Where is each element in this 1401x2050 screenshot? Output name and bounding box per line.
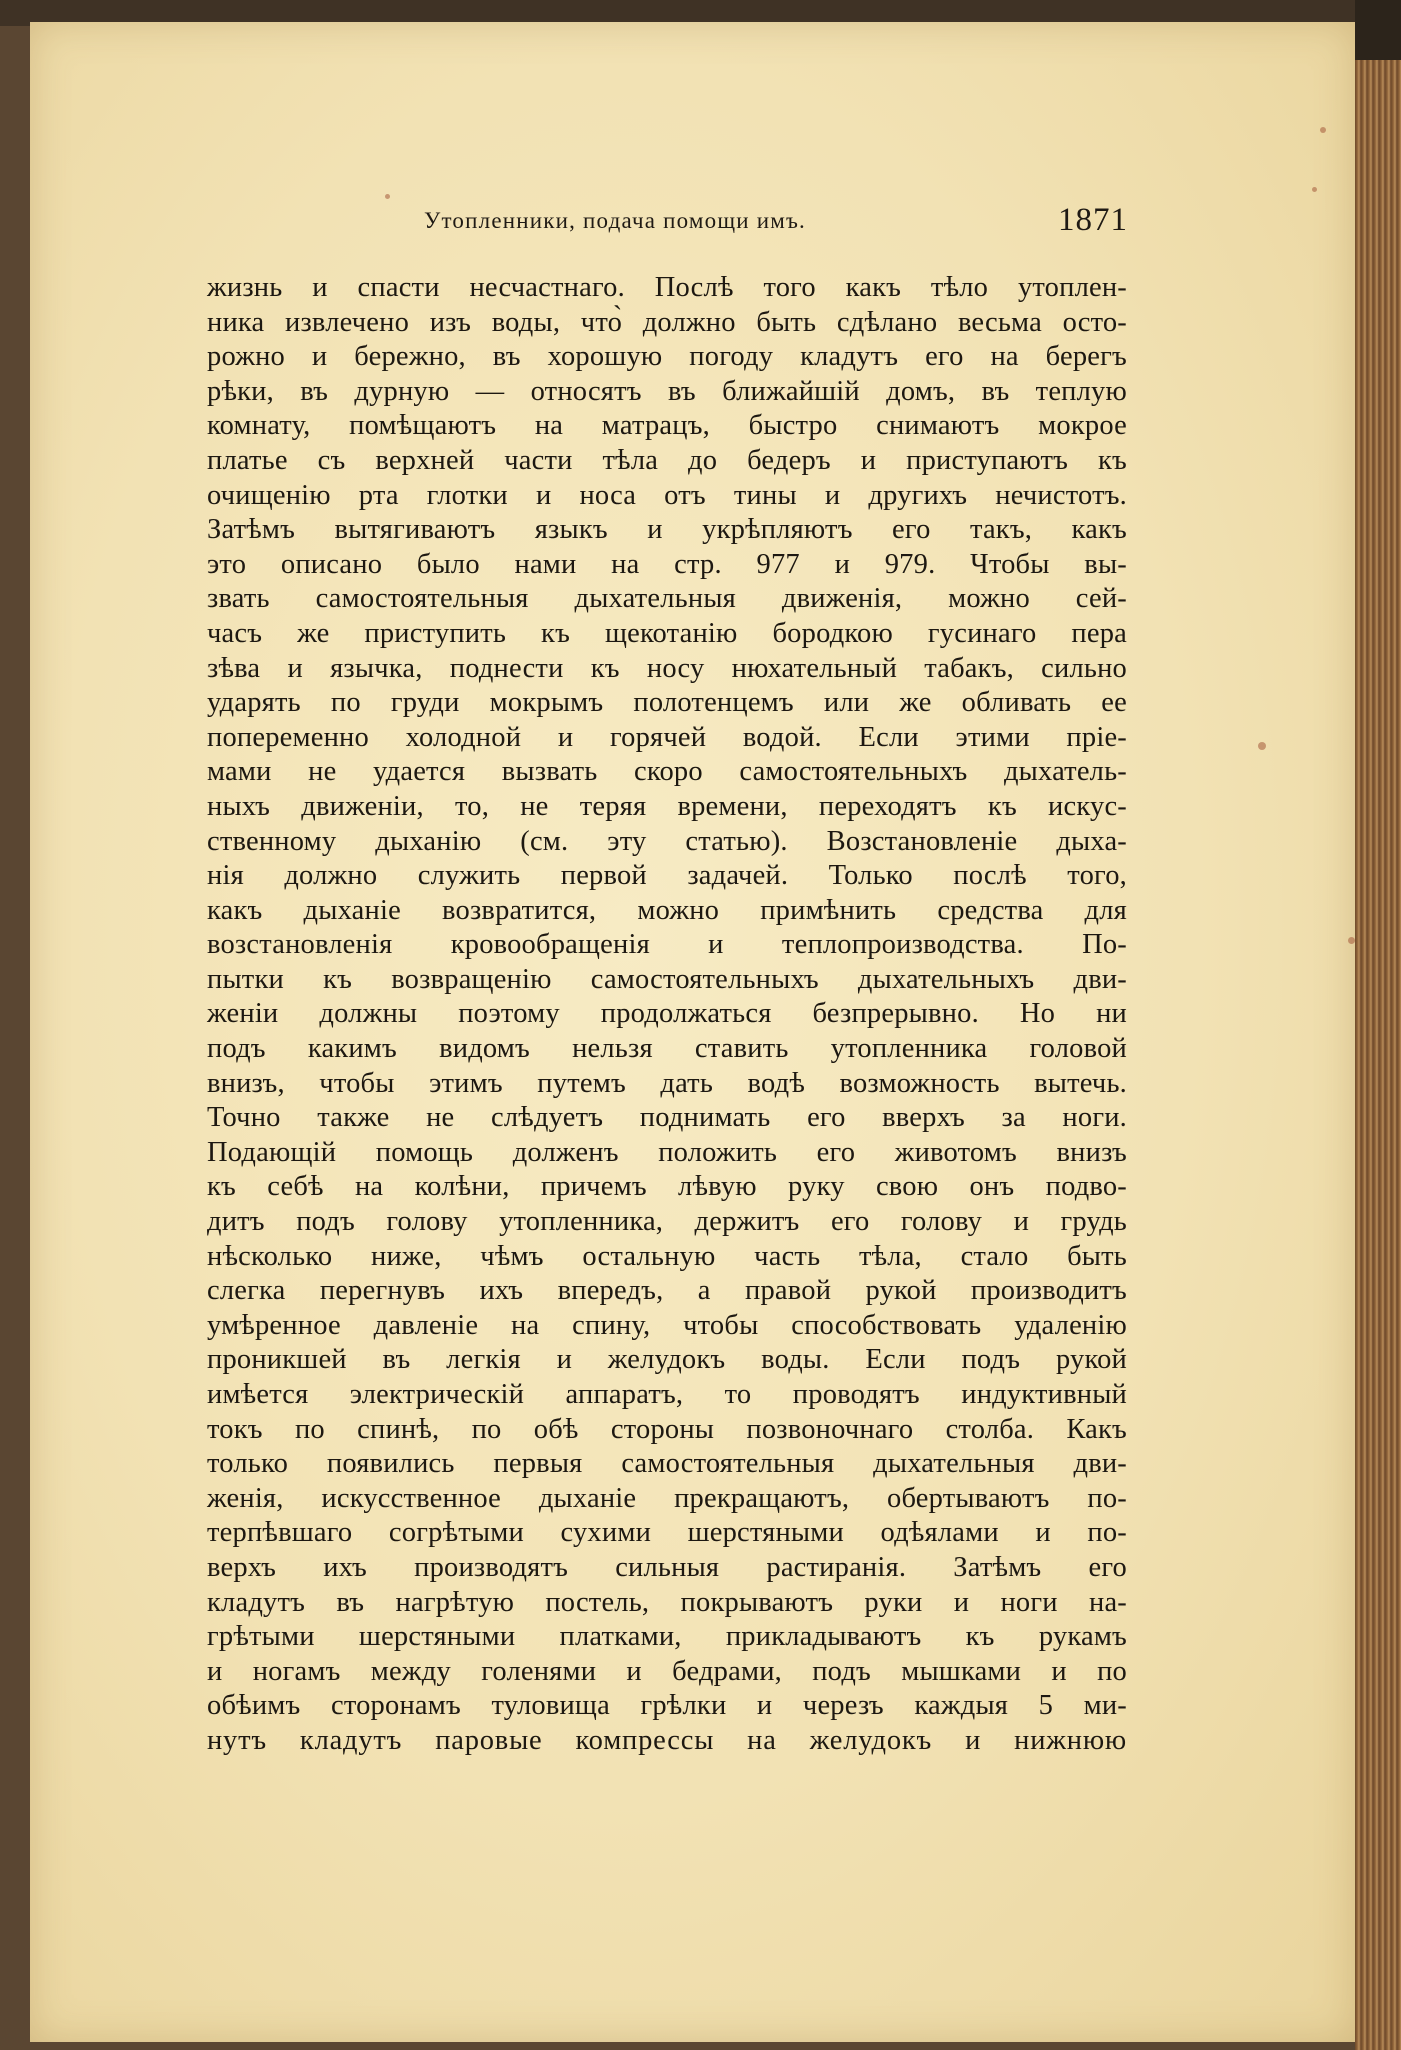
text-line: къ себѣ на колѣни, причемъ лѣвую руку свою онъ подво- [207,1171,1127,1203]
text-line: кладутъ въ нагрѣтую постель, покрываютъ руки и ноги на- [207,1586,1127,1618]
running-title: Утопленники, подача помощи имъ. [424,208,806,233]
text-line: терпѣвшаго согрѣтыми сухими шерстяными одѣялами и по- [207,1517,1127,1549]
text-line: жизнь и спасти несчастнаго. Послѣ того какъ тѣло утоплен- [207,272,1127,303]
text-line: женiя, искусственное дыханiе прекращаютъ, обертываютъ по- [207,1482,1127,1514]
paper-speck [1320,127,1326,133]
text-line: женiи должны поэтому продолжаться безпрерывно. Но ни [207,998,1127,1030]
text-line: нутъ кладутъ паровые компрессы на желудокъ и нижнюю [207,1724,1127,1756]
body-text [207,271,1127,1759]
text-line: пытки къ возвращенiю самостоятельныхъ дыхательныхъ дви- [207,963,1127,995]
text-line: ственному дыханiю (см. эту статью). Возстановленiе дыха- [207,825,1127,857]
page-stack-edge-top [1355,0,1401,60]
text-line: платье съ верхней части тѣла до бедеръ и приступаютъ къ [207,444,1127,476]
text-line: нiя должно служить первой задачей. Только послѣ того, [207,860,1127,892]
text-line: часъ же приступить къ щекотанiю бородкою гусинаго пера [207,617,1127,649]
text-line: рожно и бережно, въ хорошую погоду кладутъ его на берегъ [207,341,1127,373]
text-line: и ногамъ между голенями и бедрами, подъ мышками и по [207,1655,1127,1687]
text-line: обѣимъ сторонамъ туловища грѣлки и черезъ каждыя 5 ми- [207,1690,1127,1722]
text-line: умѣренное давленiе на спину, чтобы способствовать удаленiю [207,1309,1127,1341]
paper-speck [1312,187,1317,192]
text-line: мами не удается вызвать скоро самостоятельныхъ дыхатель- [207,756,1127,788]
paper-speck [1258,742,1266,750]
text-line: попеременно холодной и горячей водой. Если этими прiе- [207,721,1127,753]
text-line: очищенiю рта глотки и носа отъ тины и другихъ нечистотъ. [207,479,1127,511]
text-line: комнату, помѣщаютъ на матрацъ, быстро снимаютъ мокрое [207,410,1127,442]
text-line: токъ по спинѣ, по обѣ стороны позвоночнаго столба. Какъ [207,1413,1127,1445]
text-line: Подающiй помощь долженъ положить его животомъ внизъ [207,1136,1127,1168]
text-line: верхъ ихъ производятъ сильныя растиранiя. Затѣмъ его [207,1551,1127,1583]
text-line: только появились первыя самостоятельныя дыхательныя дви- [207,1448,1127,1480]
text-line: нѣсколько ниже, чѣмъ остальную часть тѣла, стало быть [207,1240,1127,1272]
text-line: зѣва и язычка, поднести къ носу нюхательный табакъ, сильно [207,652,1127,684]
text-line: Точно также не слѣдуетъ поднимать его вверхъ за ноги. [207,1102,1127,1134]
text-line: слегка перегнувъ ихъ впередъ, а правой рукой производитъ [207,1275,1127,1307]
running-head [398,202,1128,246]
text-line: рѣки, въ дурную — относятъ въ ближайшiй домъ, въ теплую [207,375,1127,407]
text-line: имѣется электрическiй аппаратъ, то проводятъ индуктивный [207,1379,1127,1410]
text-line: проникшей въ легкiя и желудокъ воды. Если подъ рукой [207,1344,1127,1376]
text-line: какъ дыханiе возвратится, можно примѣнить средства для [207,894,1127,926]
text-line: ударять по груди мокрымъ полотенцемъ или же обливать ее [207,687,1127,719]
page-number: 1871 [1058,202,1128,238]
page-stack-edge [1355,0,1401,2050]
text-line: это описано было нами на стр. 977 и 979. Чтобы вы- [207,548,1127,580]
text-line: ныхъ движенiи, то, не теряя времени, переходятъ къ искус- [207,790,1127,822]
text-line: грѣтыми шерстяными платками, прикладываютъ къ рукамъ [207,1621,1127,1653]
text-line: дитъ подъ голову утопленника, держитъ его голову и грудь [207,1206,1127,1238]
text-line: Затѣмъ вытягиваютъ языкъ и укрѣпляютъ его такъ, какъ [207,514,1127,546]
text-line: возстановленiя кровообращенiя и теплопроизводства. По- [207,929,1127,961]
text-line: ника извлечено изъ воды, что̀ должно быть сдѣлано весьма осто- [207,306,1127,338]
text-line: подъ какимъ видомъ нельзя ставить утопленника головой [207,1033,1127,1065]
text-line: звать самостоятельныя дыхательныя движенiя, можно сей- [207,583,1127,615]
text-line: внизъ, чтобы этимъ путемъ дать водѣ возможность вытечь. [207,1067,1127,1099]
paper-speck [385,194,390,199]
paper-speck [1348,937,1355,944]
